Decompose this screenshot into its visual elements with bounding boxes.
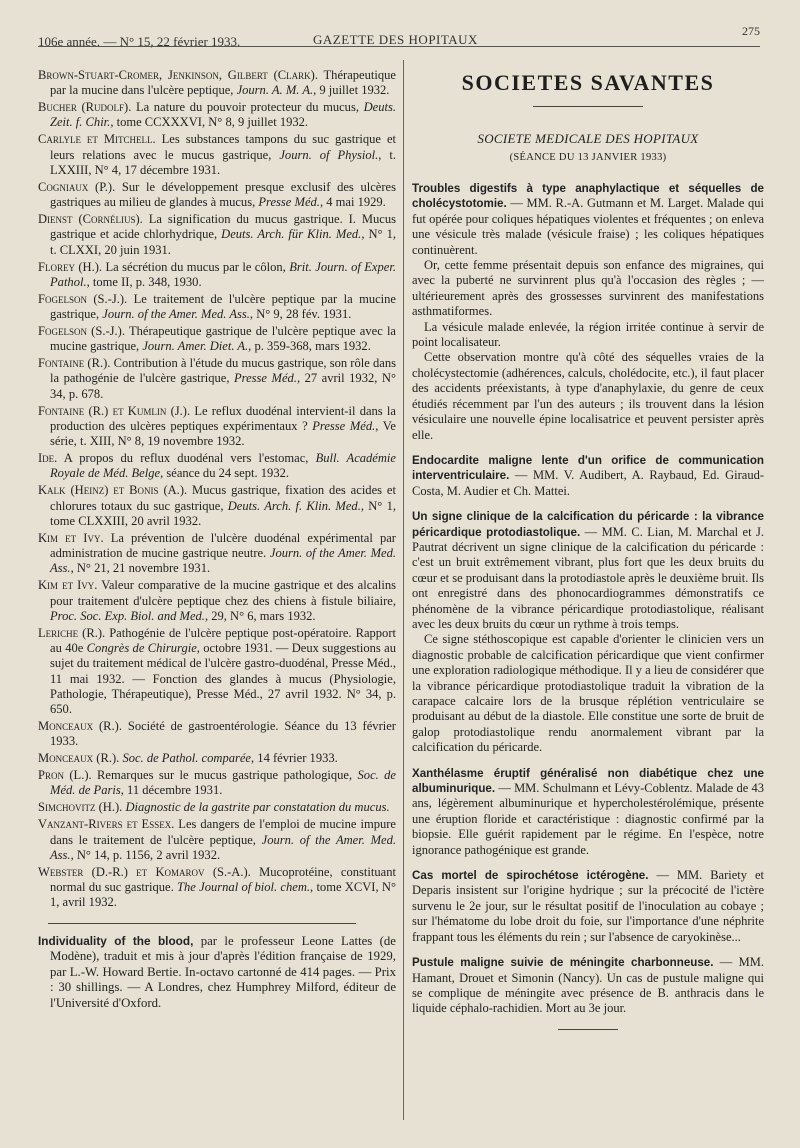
reference-text: Le traitement de l'ulcère peptique par la mucine gastrique, — [50, 291, 397, 322]
right-column — [412, 68, 764, 1030]
reference-entry — [38, 768, 396, 799]
reference-details: , p. 359-368, mars 1932. — [248, 339, 371, 354]
communication-text: Cette observation montre qu'à côté des séquelles vraies de la cholécystectomie (adhérences, calculs, cholédocite, etc.), il faut placer des accidents préexistants, à type d'anaphylaxie, du genre de ceux étudiés récemment par l'un des auteurs ; ils trouvent dans la lésion vésiculaire une nouvelle épine localisatrice et peuvent persister après elle. — [412, 350, 764, 442]
reference-entry — [38, 578, 396, 624]
reference-entry — [38, 817, 396, 863]
communication-text: Or, cette femme présentait depuis son enfance des migraines, qui avec la puberté ne survinrent plus qu'à l'occasion des règles ; — ultérieurement après des grossesses survinrent des manifestations asthmatiformes. — [412, 258, 764, 319]
reference-text: Sur le développement presque exclusif des ulcères gastriques au milieu de glandes à mucus, — [50, 179, 397, 210]
reference-text: Remarques sur le mucus gastrique pathologique, — [91, 768, 358, 783]
reference-entry — [38, 483, 396, 529]
reference-text: Pathogénie de l'ulcère peptique post-opératoire. Rapport au 40e — [50, 625, 396, 655]
reference-authors: Bucher (Rudolf). — [38, 100, 132, 115]
reference-entry — [38, 404, 396, 450]
communication-paragraph — [412, 320, 764, 351]
communications — [412, 181, 764, 1017]
reference-journal: Deuts. Arch. f. Klin. Med. — [227, 498, 361, 513]
reference-entry — [38, 751, 396, 766]
reference-text: Mucoprotéine, constituant normal du suc gastrique. — [50, 864, 396, 895]
reference-journal: Presse Méd. — [258, 195, 320, 210]
reference-text: Le reflux duodénal intervient-il dans la production des ulcères peptiques expérimentaux ? — [50, 403, 396, 433]
reference-authors: Monceaux (R.). — [38, 719, 122, 734]
page-header — [38, 24, 760, 52]
communication-paragraph — [412, 955, 764, 1017]
reference-authors: Simchovitz (H.). — [38, 800, 123, 815]
reference-details: , séance du 24 sept. 1932. — [160, 466, 290, 481]
reference-journal: Bull. Académie Royale de Méd. Belge — [50, 451, 396, 481]
reference-authors: Brown-Stuart-Cromer, Jenkinson, Gilbert (Clark). — [38, 68, 318, 82]
communication-paragraph — [412, 766, 764, 858]
bibliography-end-rule — [48, 923, 356, 924]
reference-authors: Fogelson (S.-J.). — [38, 291, 128, 306]
reference-entry — [38, 324, 396, 355]
reference-authors: Dienst (Cornélius). — [38, 212, 143, 227]
reference-journal: Soc. de Méd. de Paris — [50, 768, 397, 798]
reference-text: Thérapeutique gastrique de l'ulcère peptique avec la mucine gastrique, — [50, 323, 397, 354]
reference-journal: Brit. Journ. of Exper. Pathol. — [50, 259, 396, 289]
reference-details: , tome CCXXXVI, N° 8, 9 juillet 1932. — [110, 115, 309, 130]
reference-journal: Journ. of the Amer. Med. Ass. — [50, 546, 397, 576]
reference-text: La prévention de l'ulcère duodénal expérimental par administration de mucine gastrique neutre. — [50, 530, 396, 561]
publication-title: GAZETTE DES HOPITAUX — [313, 32, 478, 47]
reference-authors: Florey (H.). — [38, 259, 103, 274]
communication-paragraph — [412, 181, 764, 258]
section-end-rule — [558, 1029, 618, 1030]
session-date: (SÉANCE DU 13 JANVIER 1933) — [509, 152, 667, 163]
communication — [412, 453, 764, 499]
reference-journal: Journ. of the Amer. Med. Ass. — [50, 832, 397, 862]
reference-text: La nature du pouvoir protecteur du mucus, — [131, 100, 364, 115]
communication — [412, 509, 764, 756]
header-rule — [38, 46, 760, 47]
reference-details: , octobre 1931. — Deux suggestions au sujet du traitement médical de l'ulcère gastro-duodénal, Presse Méd., 11 mai 1932. — Fonction des glandes à mucus (Physiologie, Pathologie, Thérapeutique), Presse Méd., 27 avril 1932. N° 34, p. 650. — [50, 641, 397, 717]
communication-paragraph — [412, 453, 764, 499]
communication-text: — MM. Hamant, Drouet et Simonin (Nancy). Un cas de pustule maligne qui se complique de méningite avec présence de B. anthracis dans le liquide céphalo-rachidien. Mort au 3e jour. — [412, 955, 764, 1016]
reference-authors: Webster (D.-R.) et Komarov (S.-A.). — [38, 864, 251, 879]
reference-journal: Journ. of the Amer. Med. Ass. — [102, 307, 250, 322]
reference-authors: Fogelson (S.-J.). — [38, 323, 125, 338]
communication — [412, 868, 764, 945]
reference-journal: Congrès de Chirurgie — [86, 641, 197, 655]
reference-text: Valeur comparative de la mucine gastrique et des alcalins pour traitement d'ulcère peptique chez des chiens à fistule biliaire, — [50, 578, 396, 608]
reference-details: , 9 juillet 1932. — [313, 83, 390, 98]
reference-entry — [38, 68, 396, 99]
communication-paragraph — [412, 350, 764, 442]
communication-text: — MM. C. Lian, M. Marchal et J. Pautrat décrivent un signe clinique de la calcification du péricarde : c'est un bruit extrêmement vibrant, plus fort que les deux bruits du cœur et se produisant dans la protodiastole après le deuxième bruit. Ils ont enregistré dans des phonocardiogrammes démonstratifs ce phénomène de la vibrance péricardique protodiastolique, réalisant avec les deux bruits du cœur un rythme à trois temps. — [412, 524, 764, 631]
reference-entry — [38, 626, 396, 718]
reference-entry — [38, 865, 396, 911]
reference-authors: Fontaine (R.) et Kumlin (J.). — [38, 403, 191, 418]
communication-title: Cas mortel de spirochétose ictérogène. — [412, 869, 649, 883]
bibliography — [38, 68, 396, 911]
reference-journal: Diagnostic de la gastrite par constatation du mucus. — [125, 800, 390, 815]
reference-details: , 29, N° 6, mars 1932. — [204, 608, 316, 623]
section-title-rule — [533, 106, 643, 107]
reference-details: , 14 février 1933. — [251, 751, 338, 766]
reference-authors: Monceaux (R.). — [38, 751, 120, 766]
communication-title: Endocardite maligne lente d'un orifice de communication interventriculaire. — [412, 453, 764, 483]
reference-text: Contribution à l'étude du mucus gastrique, son rôle dans la pathogénie de l'ulcère gastrique, — [50, 356, 396, 386]
column-divider — [403, 60, 404, 1120]
communication — [412, 766, 764, 858]
reference-journal: Soc. de Pathol. comparée — [122, 751, 252, 766]
reference-text: Société de gastroentérologie. Séance du 13 février 1933. — [50, 719, 396, 749]
reference-authors: Ide. — [38, 451, 58, 466]
reference-journal: Presse Méd. — [234, 371, 297, 386]
reference-journal: Journ. Amer. Diet. A. — [142, 339, 249, 354]
reference-authors: Kim et Ivy. — [38, 530, 104, 545]
section-title: SOCIETES SAVANTES — [461, 70, 715, 95]
reference-journal: Presse Méd. — [312, 418, 376, 433]
reference-entry — [38, 531, 396, 577]
reference-entry — [38, 180, 396, 211]
reference-entry — [38, 719, 396, 750]
communication-text: — MM. R.-A. Gutmann et M. Larget. Malade qui fut opérée pour coliques hépatiques violentes et fréquentes ; on enleva une vésicule très malade (vésicule fraise) ; les coliques hépatiques continuèrent. — [412, 196, 764, 257]
reference-journal: The Journal of biol. chem. — [177, 880, 311, 895]
reference-details: , N° 14, p. 1156, 2 avril 1932. — [70, 847, 221, 862]
book-title: Individuality of the blood, — [38, 933, 194, 948]
reference-authors: Pron (L.). — [38, 768, 92, 783]
left-column — [38, 68, 396, 1012]
reference-details: , N° 9, 28 fév. 1931. — [249, 307, 352, 322]
reference-journal: Journ. A. M. A. — [236, 83, 314, 98]
reference-details: , Ve série, t. XIII, N° 8, 19 novembre 1932. — [50, 418, 396, 449]
reference-entry — [38, 356, 396, 402]
communication-text: — MM. V. Audibert, A. Raybaud, Ed. Giraud-Costa, M. Audier et Ch. Mattei. — [412, 468, 764, 498]
issue-info: 106e année. — N° 15, 22 février 1933. — [38, 34, 241, 49]
reference-details: , N° 21, 21 novembre 1931. — [70, 561, 211, 576]
reference-entry — [38, 212, 396, 258]
reference-details: , tome II, p. 348, 1930. — [86, 274, 202, 289]
reference-entry — [38, 292, 396, 323]
reference-journal: Deuts. Zeit. f. Chir. — [50, 100, 396, 130]
page-number: 275 — [742, 24, 760, 38]
reference-entry — [38, 260, 396, 291]
communication-paragraph — [412, 868, 764, 945]
communication-title: Pustule maligne suivie de méningite charbonneuse. — [412, 956, 714, 970]
reference-text: Mucus gastrique, fixation des acides et chlorures totaux du suc gastrique, — [50, 483, 396, 513]
communication-title: Troubles digestifs à type anaphylactique et séquelles de cholécystotomie. — [412, 182, 764, 211]
reference-details: , 27 avril 1932, N° 34, p. 678. — [50, 371, 396, 401]
communication-paragraph — [412, 632, 764, 755]
communication-text: — MM. Schulmann et Lévy-Coblentz. Malade de 43 ans, légèrement albuminurique et hypercholestérolémique, présente une éruption floride et caractéristique : diagnostic confirmé par la biopsie. Elle guérit rapidement par le régime. En l'espèce, notre ignorance pathogénique est grande. — [412, 781, 764, 857]
communication — [412, 955, 764, 1017]
reference-details: , 11 décembre 1931. — [120, 783, 223, 798]
communication — [412, 181, 764, 443]
reference-entry — [38, 132, 396, 178]
reference-journal: Journ. of Physiol. — [279, 147, 379, 162]
communication-text: Ce signe stéthoscopique est capable d'orienter le clinicien vers un diagnostic probable de calcification péricardique que vient confirmer une exploration radiologique méthodique. Il y a lieu de considérer que la vibrance péricardique protodiastolique traduit la vibration de la carapace calcaire lors de la brusque réplétion ventriculaire se produisant au début de la diastole. Elle constitue une sorte de bruit de galop protodiastolique rendu anormalement vibrant par la calcification du péricarde. — [412, 632, 764, 755]
book-description: par le professeur Leone Lattes (de Modène), traduit et mis à jour d'après l'édition française de 1929, par L.-W. Howard Bertie. In-octavo cartonné de 414 pages. — Prix : 30 shillings. — A Londres, chez Humphrey Milford, éditeur de l'Université d'Oxford. — [50, 933, 396, 1010]
reference-details: , 4 mai 1929. — [319, 195, 386, 210]
communication-paragraph — [412, 509, 764, 632]
communication-title: Xanthélasme éruptif généralisé non diabétique chez une albuminurique. — [412, 766, 764, 796]
reference-details: , N° 1, t. CLXXI, 20 juin 1931. — [50, 227, 396, 257]
reference-details: , tome XCVI, N° 1, avril 1932. — [50, 880, 396, 910]
reference-text: La signification du mucus gastrique. I. Mucus gastrique et acide chlorhydrique, — [50, 212, 396, 242]
reference-text: Les dangers de l'emploi de mucine impure dans le traitement de l'ulcère peptique, — [50, 817, 396, 847]
society-name: SOCIETE MEDICALE DES HOPITAUX — [477, 131, 699, 146]
reference-journal: Proc. Soc. Exp. Biol. and Med. — [50, 608, 205, 623]
reference-authors: Vanzant-Rivers et Essex. — [38, 817, 175, 832]
communication-text: — MM. Bariety et Deparis insistent sur l'origine hydrique ; sur la précocité de l'ictère survenu le 2e jour, sur le résultat positif de l'inoculation au cobaye ; sur l'hématome du lobe droit du foie, sur l'importance d'une néphrite frappant tous les éléments du rein ; sur l'absence de caryokinèse... — [412, 868, 764, 944]
reference-authors: Fontaine (R.). — [38, 356, 111, 371]
reference-entry — [38, 100, 396, 131]
reference-text: La sécrétion du mucus par le côlon, — [102, 259, 290, 274]
reference-authors: Cogniaux (P.). — [38, 179, 116, 194]
communication-title: Un signe clinique de la calcification du péricarde : la vibrance péricardique protodiastolique. — [412, 510, 764, 539]
reference-details: , N° 1, tome CLXXIII, 20 avril 1932. — [50, 498, 396, 528]
reference-details: , t. LXXIII, N° 4, 17 décembre 1931. — [50, 147, 396, 177]
reference-journal: Deuts. Arch. für Klin. Med. — [221, 227, 362, 242]
reference-authors: Kim et Ivy. — [38, 578, 98, 593]
book-notice — [38, 934, 396, 1012]
reference-entry — [38, 800, 396, 815]
communication-text: La vésicule malade enlevée, la région irritée continue à servir de point localisateur. — [412, 319, 764, 350]
reference-authors: Leriche (R.). — [38, 625, 106, 640]
reference-text: Thérapeutique par la mucine dans l'ulcère peptique, — [50, 68, 396, 98]
reference-authors: Kalk (Heinz) et Bonis (A.). — [38, 483, 188, 498]
communication-paragraph — [412, 258, 764, 320]
reference-text: A propos du reflux duodénal vers l'estomac, — [57, 451, 316, 466]
reference-entry — [38, 451, 396, 482]
reference-authors: Carlyle et Mitchell. — [38, 132, 156, 147]
reference-text: Les substances tampons du suc gastrique et leurs relations avec le mucus gastrique, — [50, 132, 397, 162]
